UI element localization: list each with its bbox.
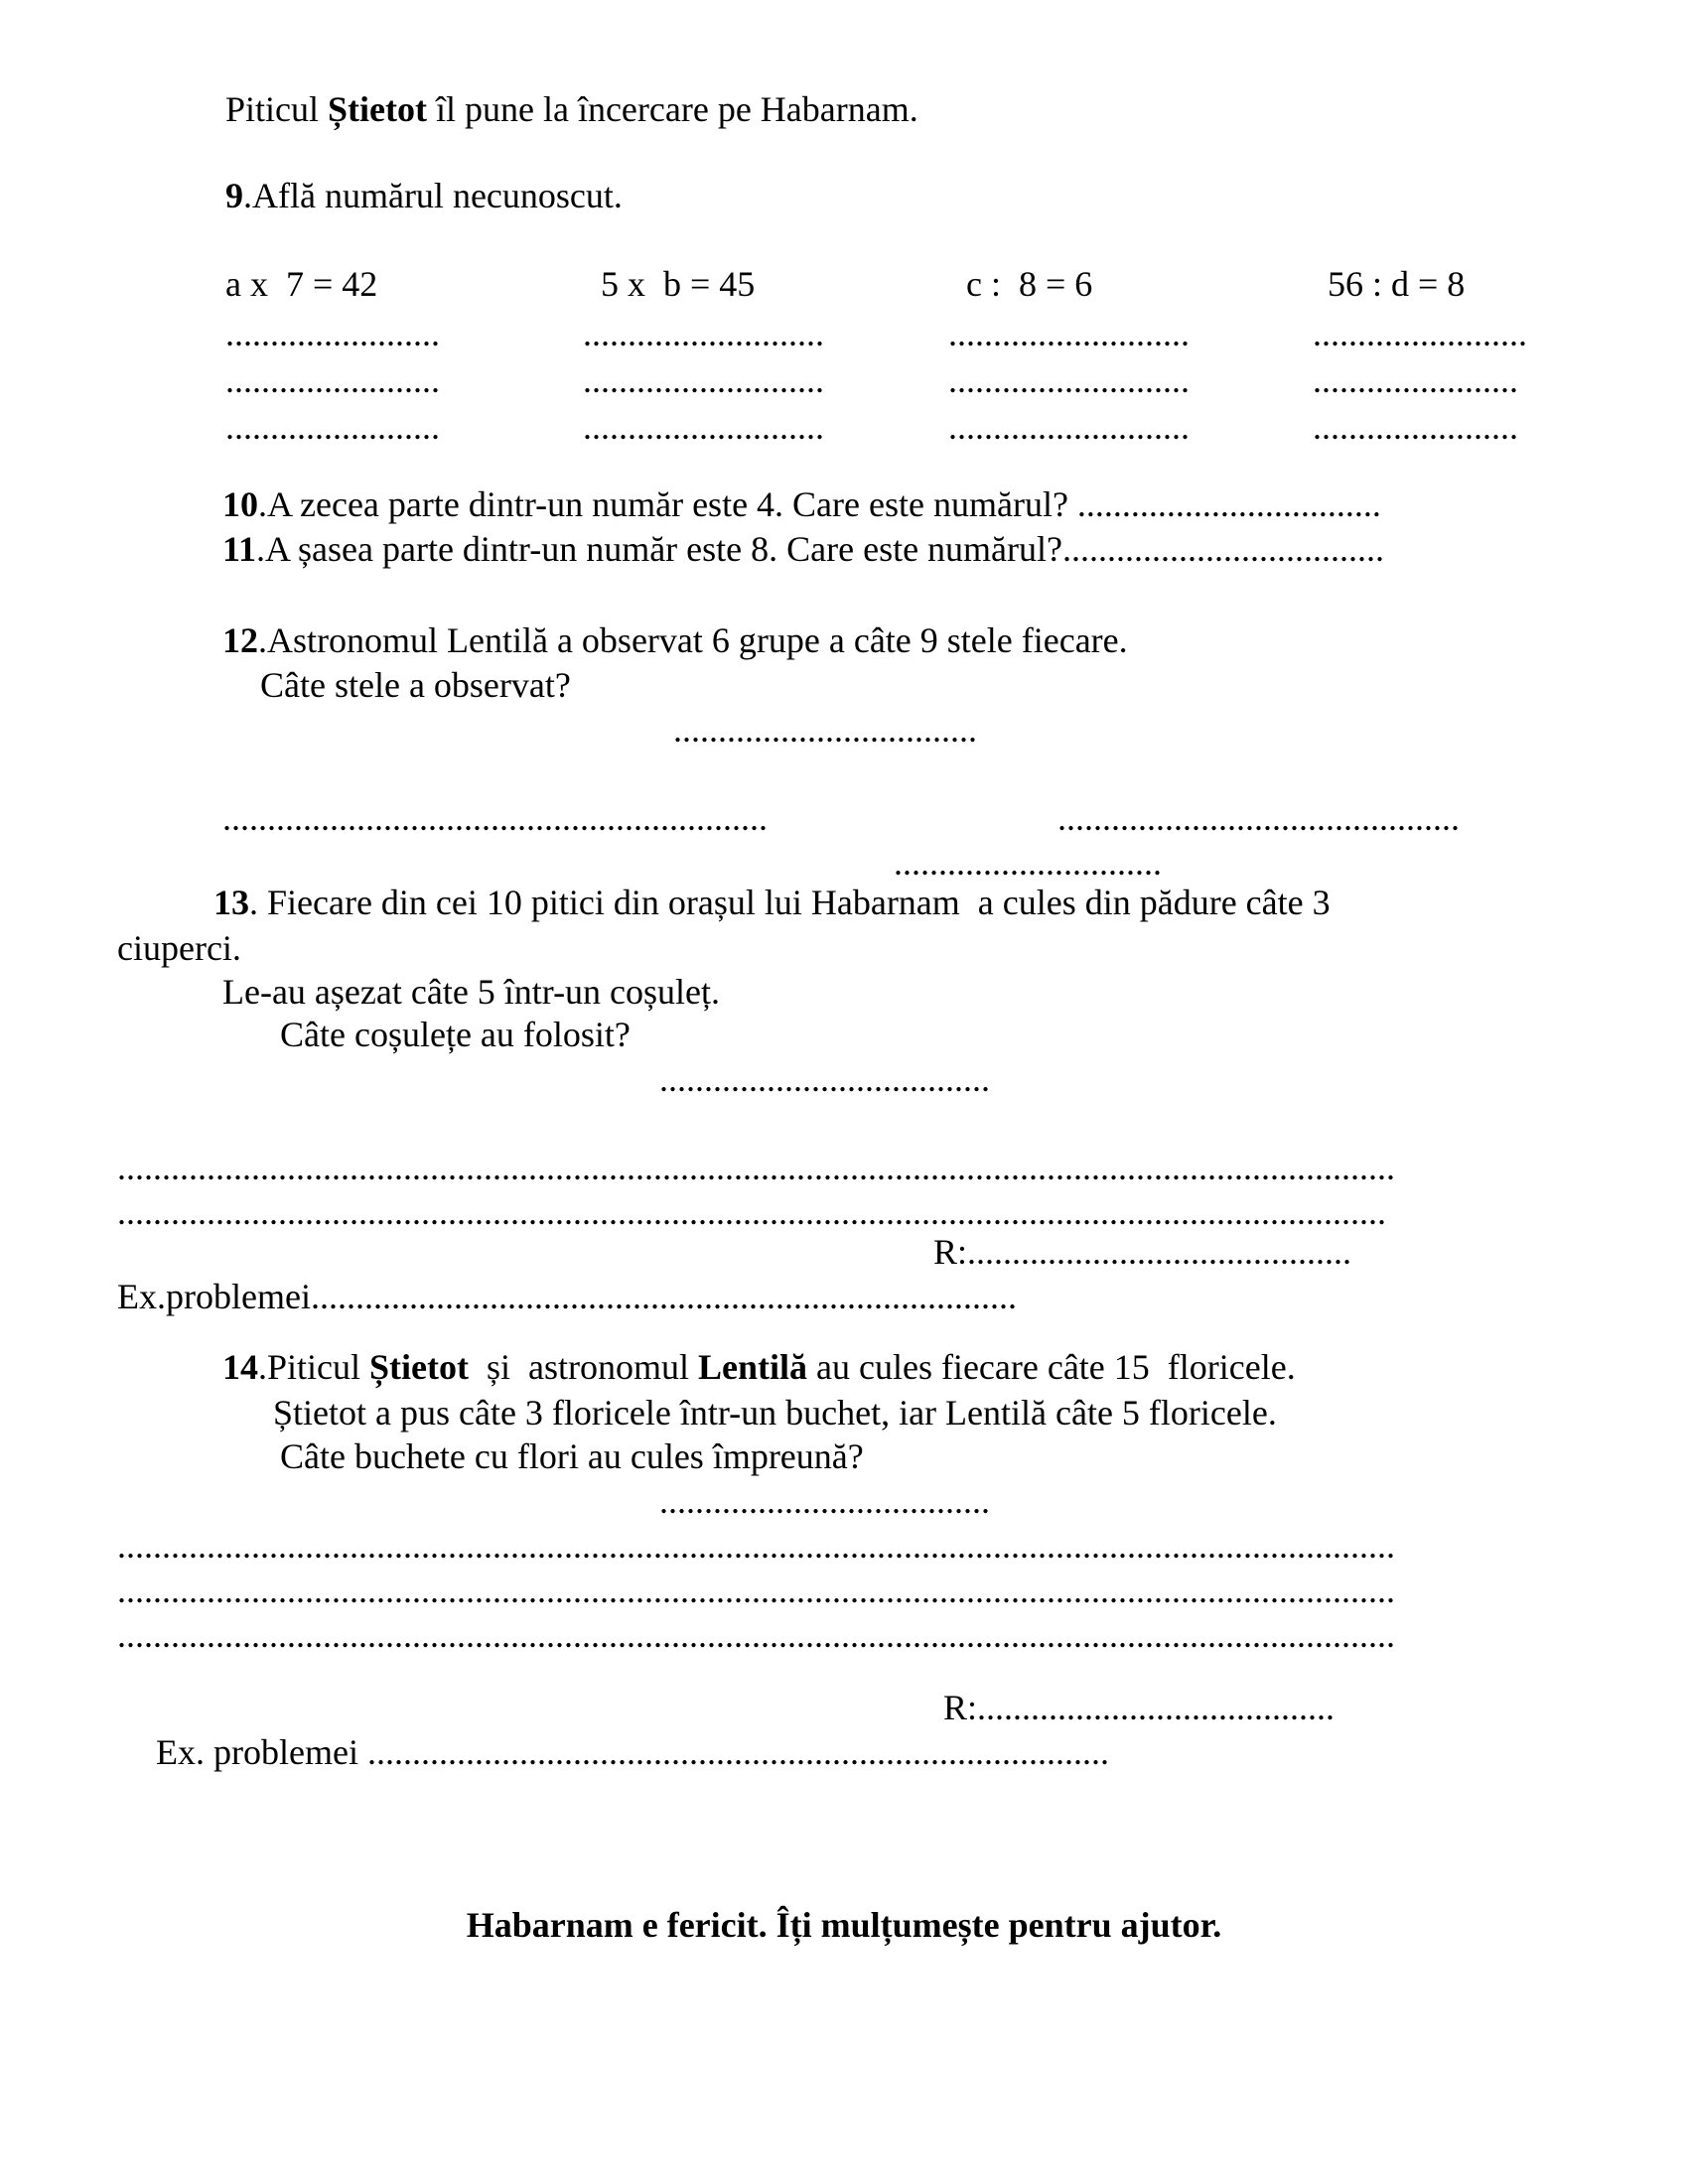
q9-answer-line: ........................ (225, 407, 440, 447)
q9-text: .Află numărul necunoscut. (243, 176, 623, 215)
intro-line (225, 91, 918, 127)
q14-work-line: ............................................................................................................................................... (117, 1615, 1395, 1655)
q14-text: .Piticul (258, 1347, 370, 1387)
q11-line (222, 531, 1384, 567)
intro-suffix: îl pune la încercare pe Habarnam. (426, 89, 918, 129)
q9-answer-line: ........................... (948, 314, 1190, 353)
q9-answer-line: ........................ (225, 360, 440, 400)
intro-prefix: Piticul (225, 89, 329, 129)
q9-answer-line: ....................... (1313, 360, 1518, 400)
q13-text: . Fiecare din cei 10 pitici din orașul lui Habarnam a cules din pădure câte 3 (249, 883, 1331, 922)
q14-text: și astronomul (468, 1347, 698, 1387)
q10-number: 10 (222, 484, 258, 524)
q13-text-continued: ciuperci. (117, 928, 241, 968)
q14-text: au cules fiecare câte 15 floricele. (807, 1347, 1296, 1387)
q14-answer-line: ..................................... (659, 1481, 990, 1521)
closing-message: Habarnam e fericit. Îți mulțumește pentru ajutor. (466, 1905, 1222, 1945)
q14-example: Ex. problemei ................................................................................... (156, 1732, 1109, 1772)
q9-answer-line: ........................... (583, 407, 824, 447)
q11-text: .A șasea parte dintr-un număr este 8. Care este numărul?.................................... (256, 529, 1385, 569)
q10-text: .A zecea parte dintr-un număr este 4. Care este numărul? .................................. (258, 484, 1381, 524)
q14-line2: Știetot a pus câte 3 floricele într-un buchet, iar Lentilă câte 5 floricele. (273, 1393, 1277, 1433)
q9-equation-a: a x 7 = 42 (225, 264, 378, 304)
q14-work-line: ............................................................................................................................................... (117, 1570, 1395, 1610)
q12-question: Câte stele a observat? (260, 665, 571, 705)
q13-result: R:........................................... (933, 1232, 1352, 1272)
q13-work-line: .............................................................................................................................................. (117, 1192, 1386, 1232)
q9-number: 9 (225, 176, 243, 215)
q9-heading (225, 178, 623, 213)
q13-example: Ex.problemei............................................................................... (117, 1277, 1017, 1316)
intro-name: Știetot (328, 89, 427, 129)
q12-heading (222, 622, 1128, 658)
q12-work-line-right: ............................................. (1057, 798, 1460, 838)
q12-number: 12 (222, 620, 258, 660)
q9-equation-c: c : 8 = 6 (966, 264, 1093, 304)
q13-number: 13 (213, 883, 249, 922)
q13-answer-line: ..................................... (659, 1059, 990, 1099)
q9-answer-line: ........................... (583, 314, 824, 353)
q9-answer-line: ....................... (1313, 407, 1518, 447)
q9-answer-line: ........................... (948, 360, 1190, 400)
q14-question: Câte buchete cu flori au cules împreună? (280, 1436, 864, 1476)
q9-equation-d: 56 : d = 8 (1328, 264, 1466, 304)
q14-name-stietot: Știetot (369, 1347, 469, 1387)
q9-equation-b: 5 x b = 45 (601, 264, 756, 304)
q13-work-line: ............................................................................................................................................... (117, 1148, 1395, 1187)
q9-answer-line: ........................... (583, 360, 824, 400)
q11-number: 11 (222, 529, 257, 569)
q12-work-line-left: ............................................................. (222, 798, 768, 838)
q13-question: Câte coșulețe au folosit? (280, 1015, 631, 1054)
q14-name-lentila: Lentilă (697, 1347, 807, 1387)
q14-number: 14 (222, 1347, 258, 1387)
q12-answer-line: .................................. (673, 710, 977, 750)
q14-result: R:........................................ (943, 1688, 1336, 1727)
q13-line2: Le-au așezat câte 5 într-un coșuleț. (222, 972, 721, 1012)
q14-heading (222, 1349, 1296, 1385)
q9-answer-line: ........................... (948, 407, 1190, 447)
q12-work-line-bottom: .............................. (894, 843, 1162, 883)
q12-text: .Astronomul Lentilă a observat 6 grupe a câte 9 stele fiecare. (258, 620, 1128, 660)
q14-work-line: ............................................................................................................................................... (117, 1526, 1395, 1566)
q10-line (222, 486, 1381, 522)
q13-heading (213, 885, 1331, 920)
q9-answer-line: ........................ (225, 314, 440, 353)
q9-answer-line: ........................ (1313, 314, 1527, 353)
